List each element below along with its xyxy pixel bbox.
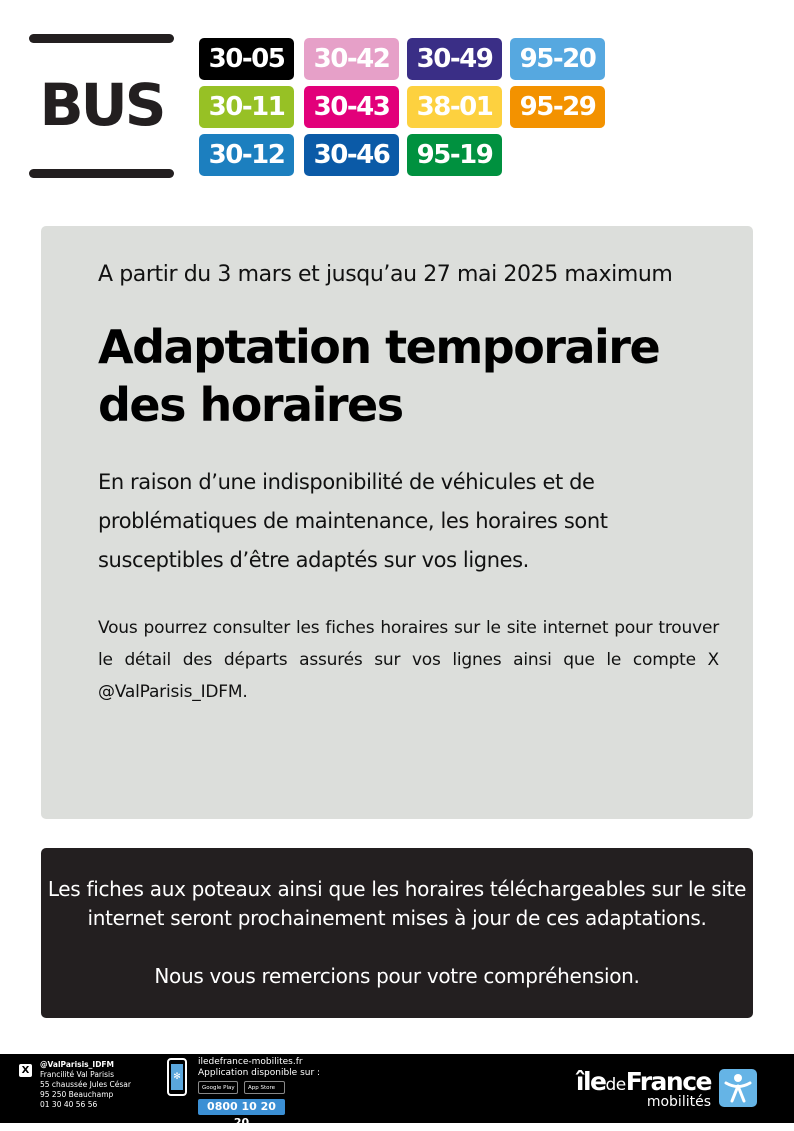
- hotline-number[interactable]: 0800 10 20 20: [198, 1099, 285, 1115]
- date-range: A partir du 3 mars et jusqu’au 27 mai 2025 maximum: [98, 262, 673, 287]
- app-available-label: Application disponible sur :: [198, 1068, 321, 1078]
- line-badge: 95-19: [407, 134, 502, 176]
- brand-de: de: [605, 1075, 626, 1095]
- info-text: Les fiches aux poteaux ainsi que les horaires téléchargeables sur le site internet seront prochainement mises à jour de ces adaptations.: [47, 877, 747, 930]
- idfm-person-svg: [719, 1069, 757, 1107]
- app-info: [198, 1057, 320, 1079]
- brand-ile: île: [575, 1067, 606, 1096]
- contact-street: 55 chaussée Jules César: [40, 1080, 131, 1089]
- line-badge: 30-49: [407, 38, 502, 80]
- contact-org: Francilité Val Parisis: [40, 1070, 114, 1079]
- notice-consult: Vous pourrez consulter les fiches horaires sur le site internet pour trouver le détail des départs assurés sur vos lignes ainsi que le compte X @ValParisis_IDFM.: [98, 618, 719, 702]
- idfm-person-icon: [719, 1069, 757, 1107]
- line-badge: 95-20: [510, 38, 605, 80]
- thanks-text: Nous vous remercions pour votre compréhension.: [154, 964, 640, 988]
- footer: [0, 1054, 794, 1129]
- bus-logo-bottom-bar: [29, 169, 174, 178]
- smartphone-icon: [167, 1058, 187, 1096]
- notice-card: [41, 226, 753, 819]
- contact-phone: 01 30 40 56 56: [40, 1100, 98, 1109]
- idfm-logo: [556, 1068, 761, 1110]
- contact-block: [40, 1060, 131, 1110]
- google-play-badge[interactable]: Google Play: [198, 1081, 238, 1094]
- line-badge: 38-01: [407, 86, 502, 128]
- x-handle[interactable]: @ValParisis_IDFM: [40, 1060, 115, 1069]
- line-badge: 30-42: [304, 38, 399, 80]
- website-link[interactable]: iledefrance-mobilites.fr: [198, 1057, 303, 1067]
- notice-title-line2: des horaires: [98, 378, 403, 432]
- line-badge: 30-11: [199, 86, 294, 128]
- notice-title-line1: Adaptation temporaire: [98, 320, 660, 374]
- line-badge: 30-05: [199, 38, 294, 80]
- bus-mode-logo: [29, 34, 174, 180]
- x-logo-icon[interactable]: X: [19, 1064, 32, 1077]
- line-badge: 30-12: [199, 134, 294, 176]
- idfm-brand-sub: mobilités: [646, 1094, 711, 1110]
- brand-france: France: [625, 1067, 711, 1096]
- bus-mode-label: BUS: [39, 71, 164, 139]
- notice-reason: En raison d’une indisponibilité de véhicules et de problématiques de maintenance, les horaires sont susceptibles d’être adaptés sur vos lignes.: [98, 470, 608, 572]
- line-badge: 30-46: [304, 134, 399, 176]
- notice-title: [98, 318, 698, 434]
- line-badge: 30-43: [304, 86, 399, 128]
- info-box: [41, 848, 753, 1018]
- app-screen-icon: ✻: [171, 1064, 183, 1090]
- bus-logo-top-bar: [29, 34, 174, 43]
- line-badge: 95-29: [510, 86, 605, 128]
- contact-city: 95 250 Beauchamp: [40, 1090, 114, 1099]
- app-store-badge[interactable]: App Store: [244, 1081, 285, 1094]
- line-badges: [199, 38, 609, 178]
